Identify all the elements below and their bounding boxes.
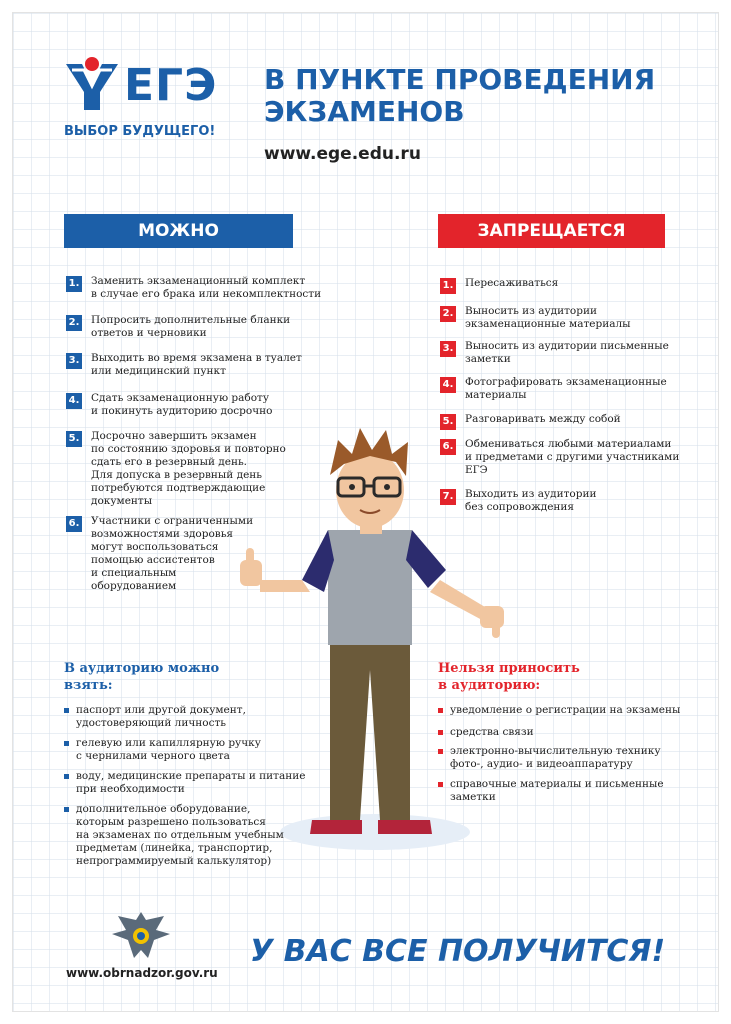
can-bring-item <box>64 737 261 763</box>
tagline: ВЫБОР БУДУЩЕГО! <box>64 124 216 139</box>
can-bring-heading-line2: взять: <box>64 678 113 693</box>
forbidden-item-line: Фотографировать экзаменационные <box>465 376 667 388</box>
ege-emblem-icon <box>62 56 124 112</box>
allowed-item-line: и покинуть аудиторию досрочно <box>91 405 273 417</box>
site-url[interactable]: www.ege.edu.ru <box>264 144 421 164</box>
can-bring-item-line: с чернилами черного цвета <box>76 750 230 762</box>
allowed-item-line: оборудованием <box>91 580 177 592</box>
cannot-bring-item <box>438 704 680 717</box>
allowed-item-line: Для допуска в резервный день <box>91 469 263 481</box>
can-bring-item-line: непрограммируемый калькулятор) <box>76 855 272 867</box>
forbidden-item-line: заметки <box>465 353 511 365</box>
can-bring-item-line: которым разрешено пользоваться <box>76 816 266 828</box>
allowed-item <box>91 352 302 378</box>
allowed-item-line: и специальным <box>91 567 177 579</box>
can-bring-item-line: при необходимости <box>76 783 185 795</box>
allowed-item <box>91 275 321 301</box>
forbidden-number: 1. <box>440 278 456 294</box>
cannot-bring-heading-line1: Нельзя приносить <box>438 661 580 676</box>
allowed-item-line: по состоянию здоровья и повторно <box>91 443 286 455</box>
forbidden-item <box>465 277 558 290</box>
ege-logo-text: ЕГЭ <box>124 60 218 111</box>
allowed-item-line: потребуются подтверждающие <box>91 482 266 494</box>
forbidden-number: 3. <box>440 341 456 357</box>
obrnadzor-emblem-icon <box>108 908 174 964</box>
forbidden-item-line: экзаменационные материалы <box>465 318 631 330</box>
page-title-line2: ЭКЗАМЕНОВ <box>264 95 465 128</box>
allowed-item-line: Досрочно завершить экзамен <box>91 430 257 442</box>
allowed-item-line: Сдать экзаменационную работу <box>91 392 270 404</box>
cannot-bring-item-line: заметки <box>450 791 496 803</box>
cannot-bring-item-line: уведомление о регистрации на экзамены <box>450 704 681 716</box>
allowed-item <box>91 392 272 418</box>
allowed-item-line: Участники с ограниченными <box>91 515 254 527</box>
obrnadzor-site[interactable]: www.obrnadzor.gov.ru <box>66 966 218 980</box>
forbidden-item-line: Выходить из аудитории <box>465 488 597 500</box>
cannot-bring-item-line: фото-, аудио- и видеоаппаратуру <box>450 758 633 770</box>
forbidden-item <box>465 305 631 331</box>
forbidden-item-line: ЕГЭ <box>465 464 488 476</box>
allowed-number: 1. <box>66 276 82 292</box>
slogan: У ВАС ВСЕ ПОЛУЧИТСЯ! <box>250 934 666 969</box>
page-title-line1: В ПУНКТЕ ПРОВЕДЕНИЯ <box>264 63 656 96</box>
allowed-item-line: ответов и черновики <box>91 327 207 339</box>
allowed-number: 3. <box>66 353 82 369</box>
can-bring-item-line: дополнительное оборудование, <box>76 803 251 815</box>
allowed-item-line: документы <box>91 495 153 507</box>
allowed-item-line: могут воспользоваться <box>91 541 219 553</box>
can-bring-heading-line1: В аудиторию можно <box>64 661 220 676</box>
cannot-bring-item-line: справочные материалы и письменные <box>450 778 664 790</box>
forbidden-number: 5. <box>440 414 456 430</box>
cannot-bring-item-line: электронно-вычислительную технику <box>450 745 661 757</box>
forbidden-item <box>465 340 669 366</box>
allowed-number: 6. <box>66 516 82 532</box>
forbidden-item-line: материалы <box>465 389 527 401</box>
can-bring-item-line: гелевую или капиллярную ручку <box>76 737 261 749</box>
forbidden-number: 4. <box>440 377 456 393</box>
cannot-bring-item-line: средства связи <box>450 726 534 738</box>
forbidden-number: 2. <box>440 306 456 322</box>
allowed-number: 4. <box>66 393 82 409</box>
can-bring-item-line: предметам (линейка, транспортир, <box>76 842 273 854</box>
forbidden-heading: ЗАПРЕЩАЕТСЯ <box>438 214 665 248</box>
forbidden-number: 6. <box>440 439 456 455</box>
can-bring-item <box>64 704 246 730</box>
forbidden-item-line: Выносить из аудитории письменные <box>465 340 669 352</box>
cannot-bring-item <box>438 778 664 804</box>
forbidden-item <box>465 376 667 402</box>
cannot-bring-item <box>438 726 534 739</box>
forbidden-item-line: без сопровождения <box>465 501 575 513</box>
allowed-item <box>91 515 253 593</box>
allowed-item-line: или медицинский пункт <box>91 365 226 377</box>
allowed-item-line: Заменить экзаменационный комплект <box>91 275 306 287</box>
allowed-item-line: сдать его в резервный день. <box>91 456 248 468</box>
can-bring-item <box>64 803 284 868</box>
allowed-heading: МОЖНО <box>64 214 293 248</box>
cannot-bring-item <box>438 745 661 771</box>
allowed-item <box>91 314 290 340</box>
forbidden-item-line: Выносить из аудитории <box>465 305 597 317</box>
can-bring-item-line: паспорт или другой документ, <box>76 704 246 716</box>
allowed-item-line: возможностями здоровья <box>91 528 234 540</box>
ege-logo <box>62 56 232 118</box>
forbidden-number: 7. <box>440 489 456 505</box>
allowed-item-line: помощью ассистентов <box>91 554 215 566</box>
allowed-number: 2. <box>66 315 82 331</box>
forbidden-item-line: и предметами с другими участниками <box>465 451 680 463</box>
allowed-item-line: Выходить во время экзамена в туалет <box>91 352 302 364</box>
forbidden-item-line: Пересаживаться <box>465 277 559 289</box>
allowed-item-line: Попросить дополнительные бланки <box>91 314 291 326</box>
forbidden-item-line: Обмениваться любыми материалами <box>465 438 672 450</box>
can-bring-item <box>64 770 305 796</box>
allowed-number: 5. <box>66 431 82 447</box>
can-bring-item-line: удостоверяющий личность <box>76 717 227 729</box>
can-bring-item-line: на экзаменах по отдельным учебным <box>76 829 284 841</box>
allowed-item-line: в случае его брака или некомплектности <box>91 288 322 300</box>
can-bring-item-line: воду, медицинские препараты и питание <box>76 770 306 782</box>
cannot-bring-heading-line2: в аудиторию: <box>438 678 541 693</box>
forbidden-item-line: Разговаривать между собой <box>465 413 621 425</box>
